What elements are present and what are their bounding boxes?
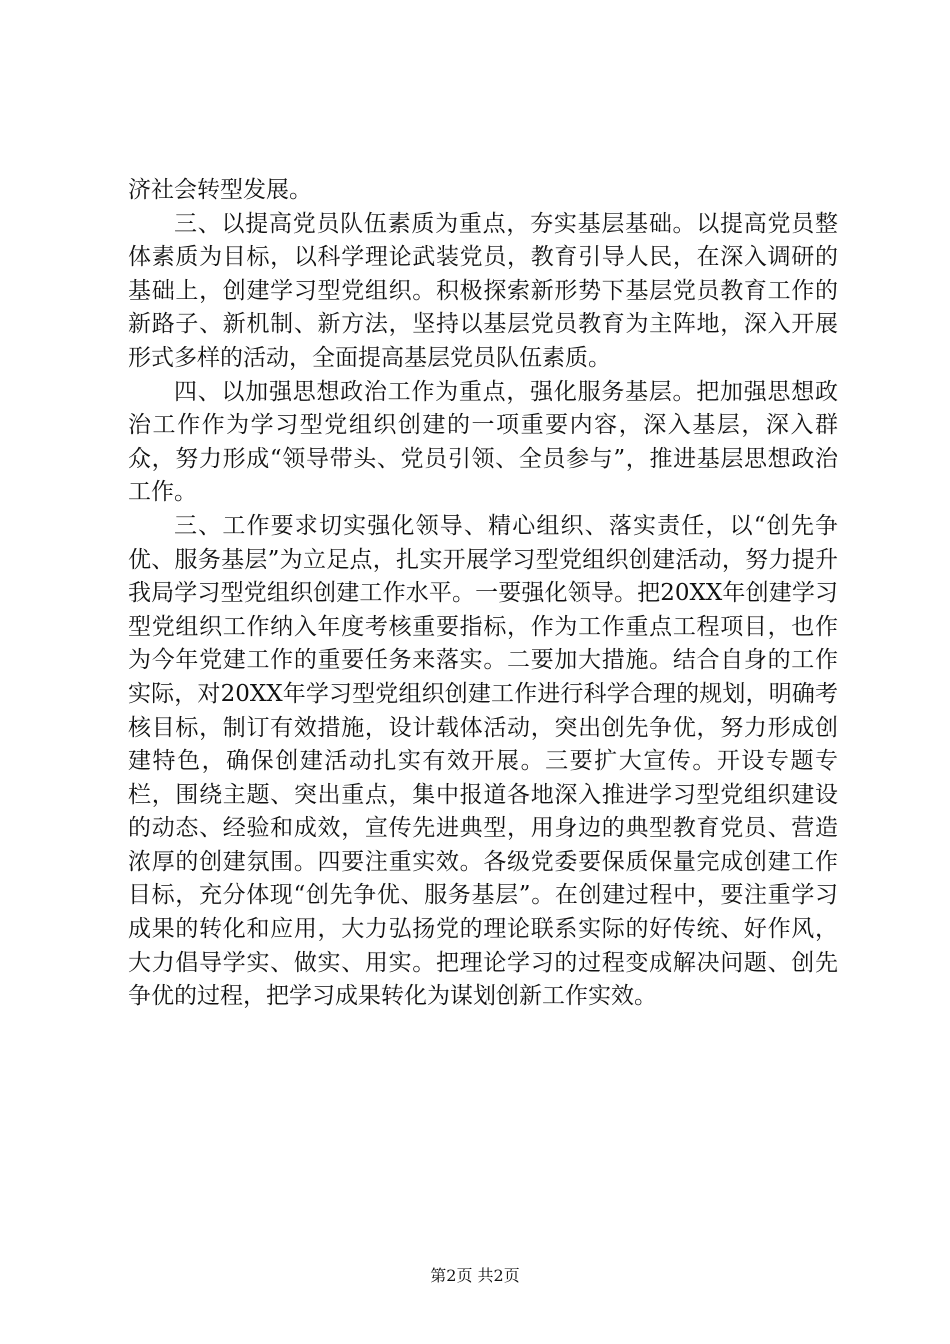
paragraph-work-requirements: 三、工作要求切实强化领导、精心组织、落实责任，以“创先争优、服务基层”为立足点，扎实开展学习型党组织创建活动，努力提升我局学习型党组织创建工作水平。一要强化领导。把20XX年创建学习型党组织工作纳入年度考核重要指标，作为工作重点工程项目，也作为今年党建工作的重要任务来落实。二要加大措施。结合自身的工作实际，对20XX年学习型党组织创建工作进行科学合理的规划，明确考核目标，制订有效措施，设计载体活动，突出创先争优，努力形成创建特色，确保创建活动扎实有效开展。三要扩大宣传。开设专题专栏，围绕主题、突出重点，集中报道各地深入推进学习型党组织建设的动态、经验和成效，宣传先进典型，用身边的典型教育党员、营造浓厚的创建氛围。四要注重实效。各级党委要保质保量完成创建工作目标，充分体现“创先争优、服务基层”。在创建过程中，要注重学习成果的转化和应用，大力弘扬党的理论联系实际的好传统、好作风，大力倡导学实、做实、用实。把理论学习的过程变成解决问题、创先争优的过程，把学习成果转化为谋划创新工作实效。: [128, 512, 838, 1010]
paragraph-section-three: 三、以提高党员队伍素质为重点，夯实基层基础。以提高党员整体素质为目标，以科学理论武装党员，教育引导人民，在深入调研的基础上，创建学习型党组织。积极探索新形势下基层党员教育工作的新路子、新机制、新方法，坚持以基层党员教育为主阵地，深入开展形式多样的活动，全面提高基层党员队伍素质。: [128, 210, 838, 371]
page-number-footer: 第2页 共2页: [430, 1266, 520, 1285]
paragraph-section-four: 四、以加强思想政治工作为重点，强化服务基层。把加强思想政治工作作为学习型党组织创建的一项重要内容，深入基层，深入群众，努力形成“领导带头、党员引领、全员参与”，推进基层思想政治工作。: [128, 378, 838, 506]
document-body: [128, 174, 838, 1014]
paragraph-continuation: 济社会转型发展。: [128, 177, 312, 203]
